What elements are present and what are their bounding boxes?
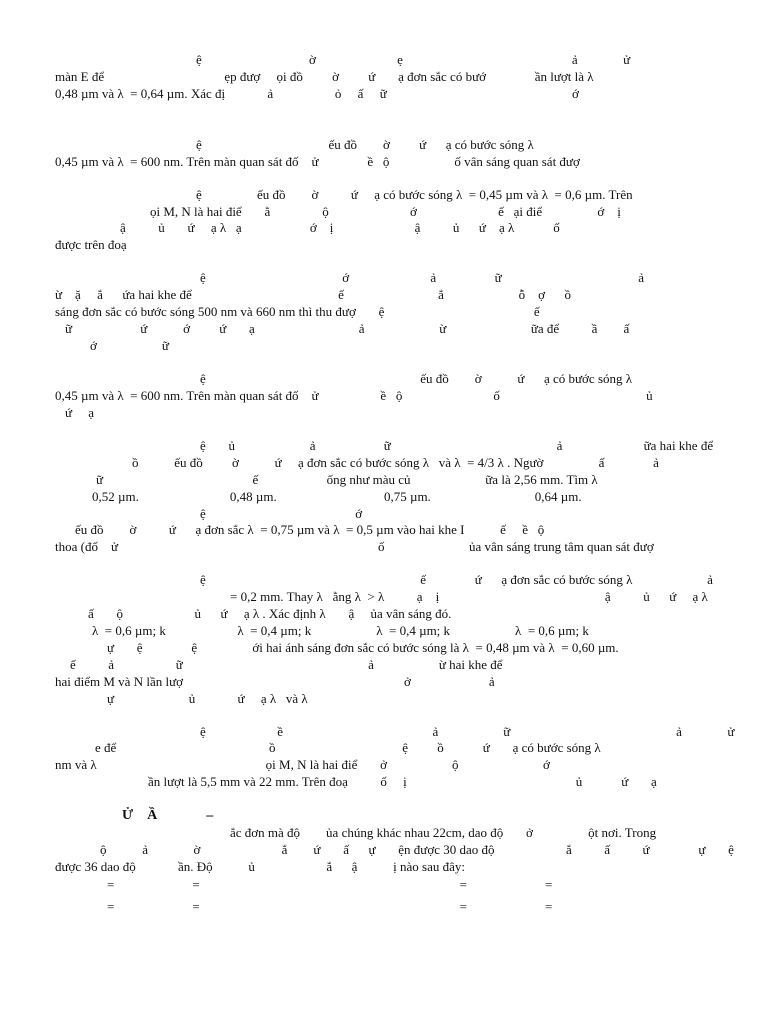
text-line: ệ ớ ả ữ ả (200, 270, 644, 285)
text-line: ệ ề ả ữ ả ử (200, 724, 735, 739)
text-line: ự ủ ứ ạ λ và λ (107, 691, 308, 706)
text-line: ồ ếu đồ ờ ứ ạ đơn sắc có bước sóng λ và λ = 4/3 λ . Ngườ ấ ả (132, 455, 659, 470)
text-line: λ = 0,6 µm; k λ = 0,4 µm; k λ = 0,4 µm; k λ = 0,6 µm; k (92, 623, 589, 638)
text-line: ếu đồ ờ ứ ạ đơn sắc λ = 0,75 µm và λ = 0,5 µm vào hai khe I ế ề ộ (75, 522, 545, 537)
answer-option-row: = = = = (107, 877, 553, 892)
text-line: ữ ứ ớ ứ ạ ả ừ ữa để ầ ấ (65, 321, 630, 336)
text-line: ệ ếu đồ ờ ứ ạ có bước sóng λ (196, 137, 534, 152)
text-line: hai điểm M và N lần lượ ở ả (55, 674, 495, 689)
text-line: ọi M, N là hai điể ằ ộ ớ ế ại điể ớ ị (150, 204, 621, 219)
answer-option-row: = = = = (107, 899, 553, 914)
text-line: ộ ả ờ ắ ứ ấ ự ện được 30 dao độ ắ ấ ứ ự ệ (100, 842, 734, 857)
text-line: thoa (đố ử ố ủa vân sáng trung tâm quan sát đượ (55, 539, 654, 554)
text-line: ệ ủ ả ữ ả ữa hai khe để (200, 438, 714, 453)
text-line: ừ ặ ắ ứa hai khe để ế ắ ỗ ợ ồ (55, 287, 571, 302)
text-line: màn E để ẹp đượ ọi đồ ờ ứ ạ đơn sắc có bướ ần lượt là λ (55, 69, 594, 84)
text-line: được 36 dao độ ần. Độ ủ ắ ậ ị nào sau đây: (55, 859, 466, 874)
text-line: ứ ạ (65, 405, 95, 420)
text-line: ế ả ữ ả ừ hai khe để (70, 657, 503, 672)
text-line: ậ ủ ứ ạ λ ạ ớ ị ậ ủ ứ ạ λ ố (120, 220, 560, 235)
text-line: được trên đoạ (55, 237, 127, 252)
text-line: ệ ế ứ ạ đơn sắc có bước sóng λ ả (200, 572, 713, 587)
text-line: ệ ớ (200, 506, 363, 521)
text-line: ệ ếu đồ ờ ứ ạ có bước sóng λ (200, 371, 633, 386)
text-line: 0,45 µm và λ = 600 nm. Trên màn quan sát đố ử ề ộ ố vân sáng quan sát đượ (55, 154, 580, 169)
text-line: ữ ế ống như màu củ ữa là 2,56 mm. Tìm λ (96, 472, 598, 487)
text-line: ệ ờ ẹ ả ử (196, 52, 631, 67)
text-line: nm và λ ọi M, N là hai điể ở ộ ớ (55, 757, 550, 772)
text-line: 0,48 µm và λ = 0,64 µm. Xác đị ả ỏ ấ ữ ớ (55, 86, 579, 101)
text-line: ớ ữ (90, 338, 169, 353)
text-line: = 0,2 mm. Thay λ ằng λ > λ ạ ị ậ ủ ứ ạ λ (230, 589, 708, 604)
text-line: ắc đơn mà độ ủa chúng khác nhau 22cm, dao độ ở ột nơi. Trong (230, 825, 657, 840)
text-line: ấ ộ ủ ứ ạ λ . Xác định λ ậ ủa vân sáng đó. (88, 606, 452, 621)
section-heading: Ử Ầ – (122, 808, 214, 823)
text-line: e để ồ ệ ồ ứ ạ có bước sóng λ (95, 740, 601, 755)
text-line: sáng đơn sắc có bước sóng 500 nm và 660 nm thì thu đượ ệ ế (55, 304, 540, 319)
text-line: ần lượt là 5,5 mm và 22 mm. Trên đoạ ố ị ủ ứ ạ (148, 774, 657, 789)
text-line: ệ ếu đồ ờ ứ ạ có bước sóng λ = 0,45 µm và λ = 0,6 µm. Trên (196, 187, 633, 202)
text-line: 0,52 µm. 0,48 µm. 0,75 µm. 0,64 µm. (92, 489, 582, 504)
text-line: ự ệ ệ ới hai ánh sáng đơn sắc có bước sóng là λ = 0,48 µm và λ = 0,60 µm. (107, 640, 619, 655)
text-line: 0,45 µm và λ = 600 nm. Trên màn quan sát đố ử ề ộ ố ủ (55, 388, 653, 403)
